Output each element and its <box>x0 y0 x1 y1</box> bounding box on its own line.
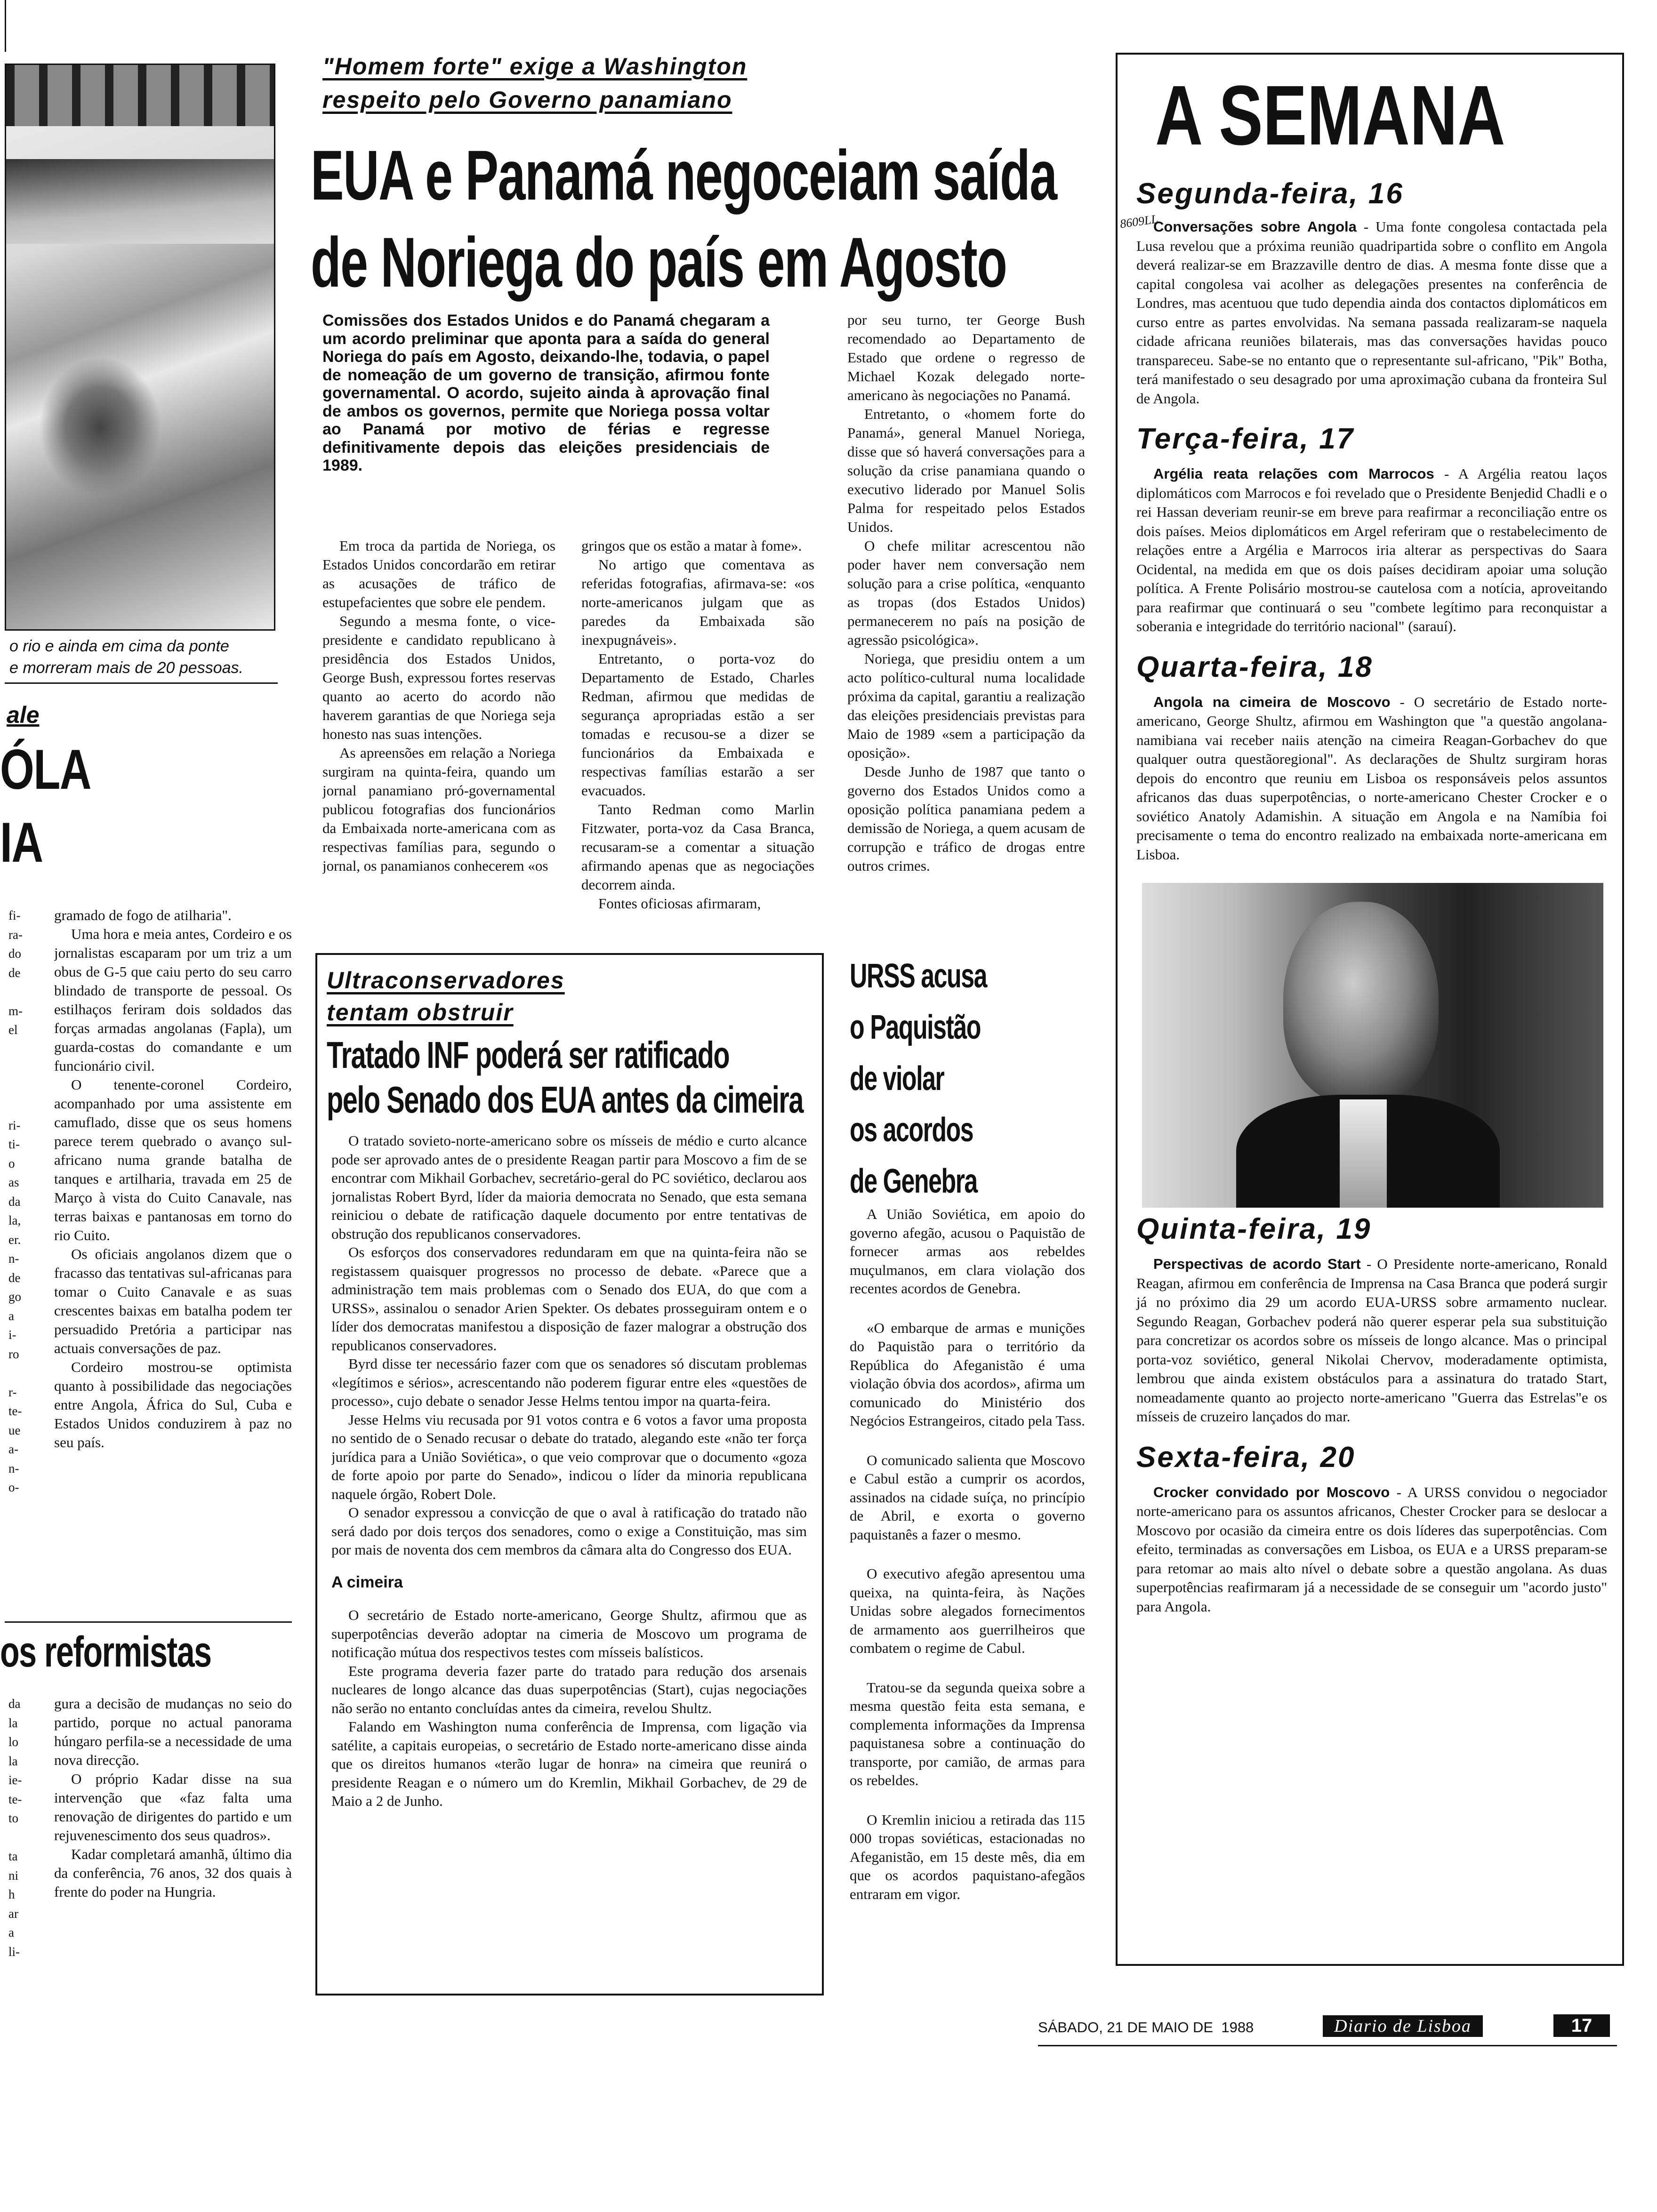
top-left-tick <box>5 0 6 52</box>
paragraph: Os oficiais angolanos dizem que o fracasso das tentativas sul-africanas para tomar o Cuito Canavale e as suas crescentes baixas em batalha podem ter persuadido Pretória a participar nas actuais conversações de paz. <box>54 1246 292 1356</box>
paragraph: Os esforços dos conservadores redundaram em que na quinta-feira não se registassem quaisquer progressos no processo de debate. «Parece que a administração tem mais problemas com o Senado dos EUA, do que com a URSS», assinalou o senador Arien Spekter. Os debates prosseguiram ontem e o líder dos democratas manifestou a disposição de fazer malograr a obstrução dos republicanos conservadores. <box>331 1244 807 1354</box>
headline-line: URSS acusa <box>850 957 987 995</box>
main-kicker: respeito pelo Governo panamiano <box>322 87 732 113</box>
divider <box>5 1621 292 1623</box>
day-body: - O Presidente norte-americano, Ronald Reagan, afirmou em conferência de Imprensa na Casa Branca que poderá surgir já no próximo dia 29 um acordo EUA-URSS sobre armamento nuclear. Segundo Reagan, Gorbachev poderá não querer esperar pela sua substituição para concretizar os acordos sobre os mísseis de longo alcance. Mas o principal porta-voz soviético, general Nikolai Chervov, moderadamente optimista, lembrou que ainda existem obstáculos para a assinatura do tratado Start, nomeadamente quanto ao projecto norte-americano "Guerra das Estrelas"e os mísseis de cruzeiro lançados do mar. <box>1136 1256 1607 1425</box>
paragraph: «O embarque de armas e munições do Paquistão para o território da República do Afeganistão é uma violação óbvia dos acordos», afirma um comunicado do Ministério dos Negócios Estrangeiros, citado pela Tass. <box>850 1319 1085 1429</box>
caption-line: o rio e ainda em cima da ponte <box>9 637 229 655</box>
paragraph: por seu turno, ter George Bush recomendado ao Departamento de Estado que ordene o regresso de Michael Kozak delegado norte-americano às negociações no Panamá. <box>847 312 1085 403</box>
inf-headline: Tratado INF poderá ser ratificado <box>327 1034 730 1076</box>
day-wednesday <box>1136 650 1607 865</box>
semana-box <box>1116 53 1624 1966</box>
inf-headline: pelo Senado dos EUA antes da cimeira <box>327 1079 803 1121</box>
left-edge-text: da la lo la ie- te- to ta ni h ar a li- <box>8 1697 22 1959</box>
urss-headline <box>850 951 987 1207</box>
paragraph: Jesse Helms viu recusada por 91 votos contra e 6 votos a favor uma proposta no sentido de o Senado recusar o debate do tratado, alegando este «não ter força jurídica para a União Soviética», o que veio comprovar que o documento «goza de forte apoio por parte do Senado», indicou o líder da minoria republicana naquele órgão, Robert Dole. <box>331 1411 807 1502</box>
day-monday <box>1136 177 1607 408</box>
footer-rule <box>1038 2045 1617 2046</box>
masthead: Diario de Lisboa <box>1323 2015 1483 2037</box>
paragraph: O senador expressou a convicção de que o aval à ratificação do tratado não será dado por dois terços dos senadores, como o exige a Constituição, mas sim por mais de noventa dos cem membros da câmara alta do Congresso dos EUA. <box>331 1504 807 1558</box>
paragraph: gura a decisão de mudanças no seio do partido, porque no actual panorama húngaro perfila-se a necessidade de uma nova direcção. <box>54 1695 292 1768</box>
page-number: 17 <box>1553 2014 1610 2037</box>
day-heading: Sexta-feira, 20 <box>1136 1441 1356 1474</box>
paragraph: gramado de fogo de atilharia". <box>54 907 232 923</box>
paragraph: Fontes oficiosas afirmaram, <box>598 895 761 912</box>
inf-subhead: A cimeira <box>331 1573 403 1591</box>
day-lead: Perspectivas de acordo Start <box>1153 1256 1361 1272</box>
paragraph: O executivo afegão apresentou uma queixa, na quinta-feira, às Nações Unidas sobre alegados fornecimentos de armamento aos guerrilheiros que combatem o regime de Cabul. <box>850 1565 1085 1656</box>
paragraph: Tratou-se da segunda queixa sobre a mesma questão feita esta semana, e complementa informações da Imprensa paquistanesa sobre a continuação do transporte, por camião, de armas para os rebeldes. <box>850 1679 1085 1788</box>
paragraph: O chefe militar acrescentou não poder haver nem conversação nem solução para a crise política, «enquanto as tropas (dos Estados Unidos) permanecerem no país na posição de agressão psicológica». <box>847 537 1085 648</box>
headline-line: o Paquistão <box>850 1009 981 1046</box>
day-lead: Angola na cimeira de Moscovo <box>1153 693 1391 710</box>
main-lead: Comissões dos Estados Unidos e do Panamá chegaram a um acordo preliminar que aponta para a saída do general Noriega do país em Agosto, deixando-lhe, todavia, o papel de nomeação de um governo de transição, afirmou fonte governamental. O acordo, sujeito ainda à aprovação final de ambos os governos, permite que Noriega possa voltar ao Panamá por motivo de férias e regresse definitivamente depois das eleições presidenciais de 1989. <box>322 312 770 474</box>
semana-title: A SEMANA <box>1155 68 1505 163</box>
inf-article-box <box>315 953 824 1996</box>
day-text <box>1136 217 1607 408</box>
headline-line: de violar <box>850 1060 944 1098</box>
day-lead: Argélia reata relações com Marrocos <box>1153 465 1434 482</box>
day-tuesday <box>1136 422 1607 636</box>
day-friday <box>1136 1441 1607 1617</box>
reagan-photo <box>1142 883 1603 1208</box>
day-text <box>1136 1255 1607 1427</box>
main-col-2 <box>581 537 814 932</box>
left-photo <box>5 64 275 631</box>
paragraph: Cordeiro mostrou-se optimista quanto à possibilidade das negociações entre Angola, África do Sul, Cuba e Estados Unidos conduzirem à paz no seu país. <box>54 1359 292 1451</box>
footer-date: SÁBADO, 21 DE MAIO DE 1988 <box>1038 2019 1254 2036</box>
paragraph: Uma hora e meia antes, Cordeiro e os jornalistas escaparam por um triz a um obus de G-5 que caiu perto do seu carro blindado de transporte de pessoal. Os estilhaços feriram dois soldados das forças armadas angolanas (Fapla), um guarda-costas do comandante e um funcionário civil. <box>54 926 292 1074</box>
paragraph: Tanto Redman como Marlin Fitzwater, porta-voz da Casa Branca, recusaram-se a comentar a situação afirmando apenas que as negociações decorrem ainda. <box>581 801 814 893</box>
main-col-1 <box>322 537 555 932</box>
inf-kicker: tentam obstruir <box>327 999 514 1026</box>
inf-body <box>331 1131 807 1979</box>
day-body: - Uma fonte congolesa contactada pela Lusa revelou que a próxima reunião quadripartida sobre o conflito em Angola deverá realizar-se em Brazzaville dentro de dias. A mesma fonte disse que a capital congolesa vai acolher as delegações presentes na conferência de Londres, mas acentuou que tudo dependia ainda dos contactos diplomáticos em curso entre as partes envolvidas. Na semana passada realizaram-se naquela cidade africana reuniões bilaterais, mas das conversações havidas pouco transpareceu. Sabe-se no entanto que o representante sul-africano, "Pik" Botha, terá manifestado o seu desagrado por uma aproximação cubana da fronteira Sul de Angola. <box>1136 218 1607 407</box>
paragraph: Em troca da partida de Noriega, os Estados Unidos concordarão em retirar as acusações de tráfico de estupefacientes que sobre ele pendem. <box>322 537 555 610</box>
paragraph: Falando em Washington numa conferência de Imprensa, com ligação via satélite, a capitais europeias, o secretário de Estado norte-americano disse ainda que os direitos humanos «terão lugar de honra» na cimeira que reunirá o presidente Reagan e o número um do Kremlin, Mikhail Gorbachev, de 29 de Maio a 2 de Junho. <box>331 1718 807 1809</box>
paragraph: As apreensões em relação a Noriega surgiram na quinta-feira, quando um jornal panamiano pró-governamental publicou fotografias dos funcionários da Embaixada norte-americana com as respectivas famílias para, segundo o jornal, os panamianos conhecerem «os <box>322 745 555 874</box>
main-headline: EUA e Panamá negoceiam saída <box>311 136 1057 215</box>
divider <box>5 682 278 684</box>
paragraph: O tenente-coronel Cordeiro, acompanhado por uma assistente em camuflado, disse que os seus homens parece terem quebrado o avanço sul-africano numa grande batalha de tanques e artilharia, travada em 25 de Março à vista do Cuito Canavale, nas terras baixas e pantanosas em torno do rio Cuito. <box>54 1076 292 1243</box>
left-edge-text: fi- ra- do de m- el ri- ti- o as da la, er. n- de go a i- ro r- te- ue a- n- o- <box>8 908 23 1494</box>
day-thursday <box>1136 1212 1607 1427</box>
day-text <box>1136 693 1607 865</box>
headline-line: os acordos <box>850 1111 973 1149</box>
paragraph: O Kremlin iniciou a retirada das 115 000 tropas soviéticas, estacionadas no Afeganistão, em 15 deste mês, dia em que os acordos paquistano-afegãos entraram em vigor. <box>850 1811 1085 1902</box>
paragraph: No artigo que comentava as referidas fotografias, afirmava-se: «os norte-americanos julgam que as paredes da Embaixada são inexpugnáveis». <box>581 556 814 648</box>
paragraph: Desde Junho de 1987 que tanto o governo dos Estados Unidos como a oposição política panamiana pedem a demissão de Noriega, a quem acusam de corrupção e tráfico de drogas entre outros crimes. <box>847 763 1085 874</box>
day-heading: Segunda-feira, 16 <box>1136 177 1404 210</box>
main-kicker: "Homem forte" exige a Washington <box>322 53 748 80</box>
day-lead: Crocker convidado por Moscovo <box>1153 1483 1390 1500</box>
paragraph: O comunicado salienta que Moscovo e Cabul estão a cumprir os acordos, assinados na cidade suíça, no princípio de Abril, e exorta o governo paquistanês a fazer o mesmo. <box>850 1451 1085 1543</box>
stamp: 8609LL <box>1119 212 1159 231</box>
paragraph: Este programa deveria fazer parte do tratado para redução dos arsenais nucleares de longo alcance das duas superpotências (Start), cujas negociações não serão no entanto concluídas antes da cimeira, revelou Shultz. <box>331 1662 807 1716</box>
inf-kicker: Ultraconservadores <box>327 967 565 994</box>
paragraph: O secretário de Estado norte-americano, George Shultz, afirmou que as superpotências deverão adoptar na cimeria de Moscovo um programa de notificação mútua dos respectivos testes com mísseis balísticos. <box>331 1607 807 1660</box>
paragraph: Byrd disse ter necessário fazer com que os senadores só discutam problemas «legítimos e sérios», acrescentando não poderem figurar entre eles «questões de processo», cujo debate o senador Jesse Helms tentou impor na quarta-feira. <box>331 1355 807 1409</box>
day-text <box>1136 465 1607 636</box>
headline-line: de Genebra <box>850 1162 977 1200</box>
main-col-3 <box>847 311 1085 937</box>
day-heading: Quinta-feira, 19 <box>1136 1213 1372 1245</box>
reform-body <box>54 1694 292 1996</box>
day-body: - O secretário de Estado norte-americano, George Shultz, afirmou em Washington que "a questão angolana-namibiana vai receber naiis atenção na cimeira Reagan-Gorbachev do que qualquer outra questãoregional". As declarações de Shultz surgiram horas depois do encontro que reuniu em Lisboa os responsáveis pelos assuntos africanos das duas superpotências, o norte-americano Chester Crocker e o soviético Anatoly Adamishin. A situação em Angola e na Namíbia foi precisamente o tema do encontro realizado na embaixada norte-americana em Lisboa. <box>1136 693 1607 863</box>
semana-days <box>1136 177 1607 1616</box>
reform-headline: os reformistas <box>0 1628 211 1676</box>
paragraph: Entretanto, o «homem forte do Panamá», general Manuel Noriega, disse que só haverá conversações para a solução da crise panamiana quando o executivo liderado por Manuel Solis Palma for respeitado pelos Estados Unidos. <box>847 406 1085 535</box>
paragraph: O próprio Kadar disse na sua intervenção que «faz falta uma renovação de dirigentes do partido e um rejuvenescimento dos seus quadros». <box>54 1771 292 1843</box>
day-body: - A Argélia reatou laços diplomáticos com Marrocos e foi revelado que o Presidente Benjedid Chadli e o rei Hassan deveriam reunir-se em breve para reafirmar a reconciliação entre os dois países. Meios diplomáticos em Argel referiram que o restabelecimento de relações entre a Argélia e Marrocos iria alterar as perspectivas do Saara Ocidental, na medida em que os dois países decidiram apoiar uma solução política. A Frente Polisário mostrou-se cautelosa com a notícia, aproveitando para reafirmar que continuará o seu "combete legítimo para reconquistar a soberania e integridade do território nacional" (sarauí). <box>1136 465 1607 634</box>
left-headline: IA <box>0 811 43 874</box>
paragraph: Entretanto, o porta-voz do Departamento de Estado, Charles Redman, afirmou que medidas de segurança apropriadas estão a ser tomadas e recusou-se a dizer se funcionários da Embaixada e respectivas famílias estarão a ser evacuados. <box>581 650 814 799</box>
paragraph: A União Soviética, em apoio do governo afegão, acusou o Paquistão de fornecer armas aos rebeldes muçulmanos, em clara violação dos recentes acordos de Genebra. <box>850 1206 1085 1297</box>
caption-line: e morreram mais de 20 pessoas. <box>9 659 243 677</box>
left-article-body <box>54 906 292 1635</box>
day-heading: Terça-feira, 17 <box>1136 423 1355 455</box>
paragraph: Kadar completará amanhã, último dia da conferência, 76 anos, 32 dos quais à frente do poder na Hungria. <box>54 1846 292 1900</box>
paragraph: Segundo a mesma fonte, o vice-presidente e candidato republicano à presidência dos Estados Unidos, George Bush, expressou fortes reservas quanto ao acerto do acordo não haverem garantias de que Noriega seja honesto nas suas intenções. <box>322 613 555 742</box>
day-text <box>1136 1483 1607 1617</box>
paragraph: gringos que os estão a matar à fome». <box>581 537 802 554</box>
paragraph: O tratado sovieto-norte-americano sobre os mísseis de médio e curto alcance pode ser aprovado antes de o presidente Reagan partir para Moscovo a fim de se encontrar com Mikhail Gorbachev, secretário-geral do PC soviético, declarou aos jornalistas Robert Byrd, líder da maioria democrata no Senado, que esta semana reiniciou o debate de ratificação daquele documento por entre tentativas de obstrução dos republicanos conservadores. <box>331 1132 807 1242</box>
paragraph: Noriega, que presidiu ontem a um acto político-cultural numa localidade próxima da capital, garantiu a realização das eleições presidenciais previstas para Maio de 1989 «sem a participação da oposição». <box>847 650 1085 761</box>
photo-caption <box>9 635 273 679</box>
main-headline: de Noriega do país em Agosto <box>311 223 1007 302</box>
urss-body <box>850 1205 1085 2000</box>
day-lead: Conversações sobre Angola <box>1153 218 1357 235</box>
left-headline: ÓLA <box>0 738 91 801</box>
day-heading: Quarta-feira, 18 <box>1136 650 1373 683</box>
left-kicker: ale <box>7 702 40 728</box>
day-body: - A URSS convidou o negociador norte-americano para os assuntos africanos, Chester Crocker para se deslocar a Moscovo por ocasião da cimeira entre os dois líderes das superpotências. Com efeito, terminadas as conversações em Lisboa, os EUA e a URSS preparam-se para retomar ao mais alto nível o debate sobre a questão angolana. As duas superpotências reafirmaram já a necessidade de se conseguir um "acordo justo" para Angola. <box>1136 1483 1607 1615</box>
